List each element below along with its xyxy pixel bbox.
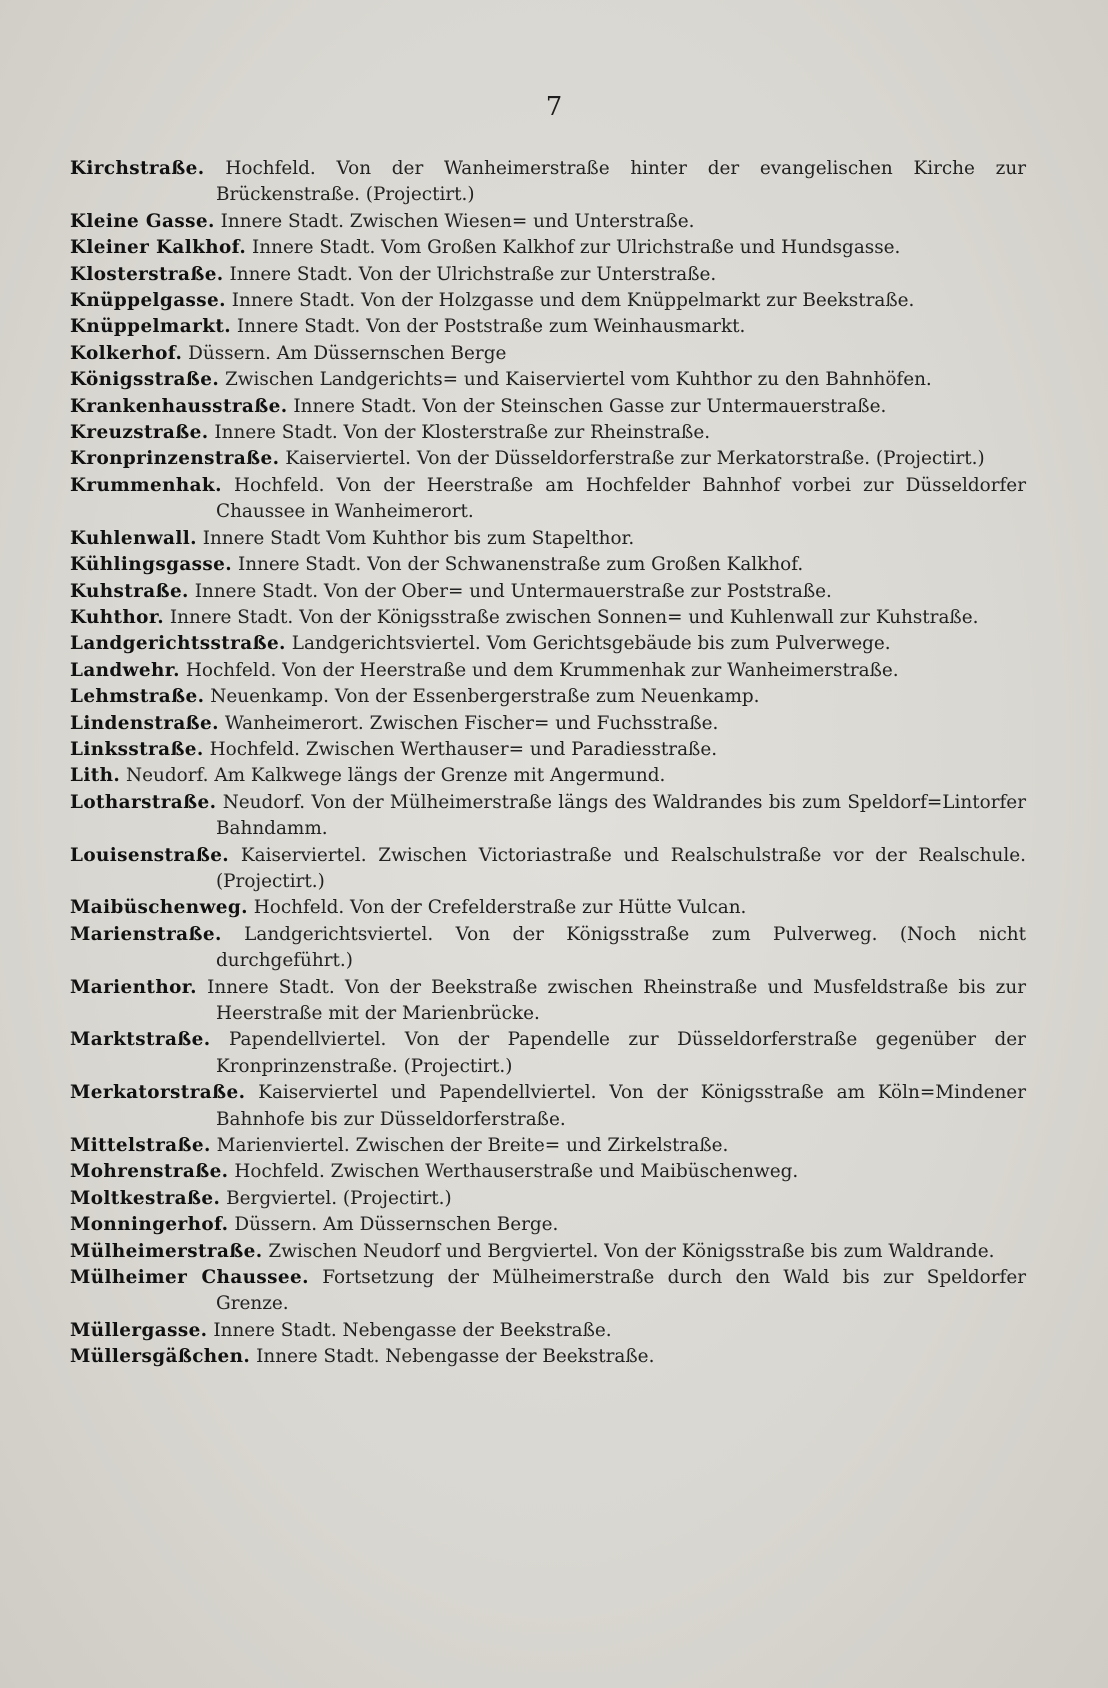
street-description: Düssern. Am Düssernschen Berge [188, 342, 507, 364]
street-description: Hochfeld. Von der Heerstraße am Hochfelder Bahnhof vorbei zur Düsseldorfer Chaussee in Wanheimerort. [216, 474, 1026, 523]
street-name: Knüppelmarkt. [70, 316, 232, 338]
list-item [70, 235, 1026, 261]
list-item [70, 314, 1026, 340]
street-name: Monningerhof. [70, 1214, 229, 1236]
street-description: Innere Stadt. Vom Großen Kalkhof zur Ulrichstraße und Hundsgasse. [252, 237, 901, 259]
street-description: Hochfeld. Zwischen Werthauser= und Paradiesstraße. [209, 738, 718, 760]
street-name: Marienthor. [70, 976, 197, 998]
list-item [70, 552, 1026, 578]
street-name: Mülheimerstraße. [70, 1240, 263, 1262]
list-item [70, 367, 1026, 393]
street-description: Hochfeld. Von der Crefelderstraße zur Hütte Vulcan. [253, 897, 747, 919]
street-name: Mohrenstraße. [70, 1161, 229, 1183]
street-description: Innere Stadt. Zwischen Wiesen= und Unterstraße. [220, 210, 695, 232]
list-item [70, 1186, 1026, 1212]
street-description: Zwischen Neudorf und Bergviertel. Von der Königsstraße bis zum Waldrande. [268, 1240, 995, 1262]
street-description: Innere Stadt. Von der Poststraße zum Weinhausmarkt. [236, 316, 746, 338]
street-description: Innere Stadt. Von der Steinschen Gasse zur Untermauerstraße. [293, 395, 887, 417]
list-item [70, 156, 1026, 209]
list-item [70, 1080, 1026, 1133]
street-name: Kirchstraße. [70, 158, 205, 179]
street-description: Landgerichtsviertel. Von der Königsstraße zum Pulverweg. (Noch nicht durchgeführt.) [216, 923, 1026, 972]
list-item [70, 631, 1026, 657]
street-description: Innere Stadt. Nebengasse der Beekstraße. [256, 1346, 655, 1368]
street-description: Innere Stadt. Von der Holzgasse und dem Knüppelmarkt zur Beekstraße. [231, 290, 915, 312]
list-item [70, 579, 1026, 605]
street-description: Innere Stadt. Von der Ober= und Untermauerstraße zur Poststraße. [194, 580, 832, 602]
street-directory-list [70, 156, 1026, 1371]
list-item [70, 341, 1026, 367]
street-description: Fortsetzung der Mülheimerstraße durch den Wald bis zur Speldorfer Grenze. [216, 1267, 1026, 1315]
list-item [70, 1027, 1026, 1080]
list-item [70, 684, 1026, 710]
street-name: Mülheimer Chaussee. [70, 1267, 309, 1289]
list-item [70, 473, 1026, 526]
street-name: Kronprinzenstraße. [70, 448, 280, 470]
list-item [70, 843, 1026, 896]
list-item [70, 975, 1026, 1028]
list-item [70, 790, 1026, 843]
street-description: Landgerichtsviertel. Vom Gerichtsgebäude bis zum Pulverwege. [291, 633, 891, 655]
street-description: Kaiserviertel und Papendellviertel. Von der Königsstraße am Köln=Mindener Bahnhofe bis zur Düsseldorferstraße. [216, 1082, 1026, 1130]
street-name: Lindenstraße. [70, 712, 219, 734]
street-description: Düssern. Am Düssernschen Berge. [234, 1214, 559, 1236]
list-item [70, 763, 1026, 789]
street-name: Kolkerhof. [70, 342, 183, 364]
street-name: Landwehr. [70, 659, 180, 681]
street-name: Kreuzstraße. [70, 422, 209, 444]
street-description: Kaiserviertel. Von der Düsseldorferstraße zur Merkatorstraße. (Projectirt.) [285, 448, 985, 470]
street-description: Hochfeld. Von der Wanheimerstraße hinter der evangelischen Kirche zur Brückenstraße. (Projectirt.) [216, 158, 1026, 206]
street-name: Müllergasse. [70, 1319, 208, 1341]
street-description: Wanheimerort. Zwischen Fischer= und Fuchsstraße. [224, 712, 719, 734]
list-item [70, 1239, 1026, 1265]
street-name: Kuhstraße. [70, 580, 189, 602]
street-description: Neudorf. Von der Mülheimerstraße längs des Waldrandes bis zum Speldorf=Lintorfer Bahndamm. [216, 791, 1026, 840]
street-name: Linksstraße. [70, 738, 204, 760]
street-description: Innere Stadt. Von der Ulrichstraße zur Unterstraße. [229, 263, 717, 285]
street-description: Innere Stadt. Von der Königsstraße zwischen Sonnen= und Kuhlenwall zur Kuhstraße. [169, 606, 979, 628]
list-item [70, 1344, 1026, 1370]
street-description: Papendellviertel. Von der Papendelle zur Düsseldorferstraße gegenüber der Kronprinzenstraße. (Projectirt.) [216, 1029, 1026, 1077]
list-item [70, 420, 1026, 446]
list-item [70, 394, 1026, 420]
list-item [70, 922, 1026, 975]
street-description: Hochfeld. Zwischen Werthauserstraße und Maibüschenweg. [234, 1161, 799, 1183]
street-description: Hochfeld. Von der Heerstraße und dem Krummenhak zur Wanheimerstraße. [185, 659, 899, 681]
street-name: Klosterstraße. [70, 263, 224, 285]
street-name: Lehmstraße. [70, 686, 205, 708]
list-item [70, 711, 1026, 737]
list-item [70, 1159, 1026, 1185]
street-name: Krummenhak. [70, 474, 222, 496]
street-description: Innere Stadt. Nebengasse der Beekstraße. [213, 1319, 612, 1341]
street-name: Müllersgäßchen. [70, 1346, 251, 1368]
street-description: Innere Stadt. Von der Schwanenstraße zum Großen Kalkhof. [237, 554, 804, 576]
street-name: Kleine Gasse. [70, 210, 215, 232]
page-number: 7 [545, 92, 563, 122]
street-name: Marktstraße. [70, 1029, 211, 1051]
list-item [70, 1318, 1026, 1344]
street-name: Louisenstraße. [70, 844, 230, 866]
street-name: Knüppelgasse. [70, 290, 226, 312]
list-item [70, 446, 1026, 472]
list-item [70, 1212, 1026, 1238]
street-name: Landgerichtsstraße. [70, 633, 286, 655]
street-name: Krankenhausstraße. [70, 395, 288, 417]
street-description: Neuenkamp. Von der Essenbergerstraße zum Neuenkamp. [210, 686, 760, 708]
street-name: Kuhlenwall. [70, 527, 197, 549]
list-item [70, 288, 1026, 314]
street-name: Lotharstraße. [70, 791, 217, 813]
list-item [70, 262, 1026, 288]
street-name: Merkatorstraße. [70, 1082, 246, 1104]
list-item [70, 1133, 1026, 1159]
street-description: Neudorf. Am Kalkwege längs der Grenze mit Angermund. [126, 765, 666, 787]
street-description: Zwischen Landgerichts= und Kaiserviertel vom Kuhthor zu den Bahnhöfen. [225, 369, 932, 391]
list-item [70, 605, 1026, 631]
list-item [70, 658, 1026, 684]
street-name: Kleiner Kalkhof. [70, 237, 247, 259]
street-name: Mittelstraße. [70, 1135, 211, 1157]
street-name: Maibüschenweg. [70, 897, 248, 919]
list-item [70, 737, 1026, 763]
list-item [70, 209, 1026, 235]
street-description: Innere Stadt. Von der Klosterstraße zur Rheinstraße. [214, 422, 711, 444]
street-name: Lith. [70, 765, 121, 787]
street-name: Marienstraße. [70, 923, 222, 945]
street-description: Innere Stadt Vom Kuhthor bis zum Stapelthor. [202, 527, 635, 549]
street-description: Bergviertel. (Projectirt.) [226, 1187, 452, 1209]
street-name: Moltkestraße. [70, 1187, 221, 1209]
street-name: Kuhthor. [70, 606, 165, 628]
list-item [70, 526, 1026, 552]
street-name: Königsstraße. [70, 369, 220, 391]
street-description: Innere Stadt. Von der Beekstraße zwischen Rheinstraße und Musfeldstraße bis zur Heerstraße mit der Marienbrücke. [207, 976, 1026, 1024]
list-item [70, 895, 1026, 921]
street-name: Kühlingsgasse. [70, 554, 233, 576]
street-description: Marienviertel. Zwischen der Breite= und Zirkelstraße. [216, 1135, 729, 1157]
list-item [70, 1265, 1026, 1318]
street-description: Kaiserviertel. Zwischen Victoriastraße und Realschulstraße vor der Realschule. (Projectirt.) [216, 844, 1026, 892]
